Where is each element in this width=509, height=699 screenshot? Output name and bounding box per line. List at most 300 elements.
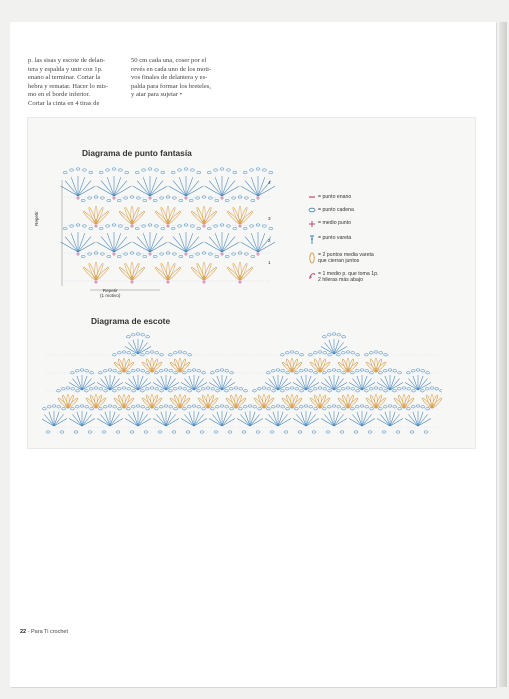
double-crochet-stitch xyxy=(385,376,390,390)
double-crochet-stitch xyxy=(222,177,229,196)
chain-stitch xyxy=(136,369,140,371)
double-crochet-stitch xyxy=(329,412,334,426)
chain-stitch xyxy=(393,406,397,408)
chain-stitch xyxy=(269,227,273,229)
chain-stitch xyxy=(169,370,173,372)
double-crochet-stitch xyxy=(385,412,390,426)
double-crochet-stitch xyxy=(390,376,395,390)
chain-stitch xyxy=(290,387,294,389)
chain-stitch xyxy=(300,354,304,356)
single-crochet-stitch xyxy=(94,280,98,284)
chain-stitch xyxy=(393,370,397,372)
chain-stitch xyxy=(112,354,116,356)
chain-stitch xyxy=(294,372,298,374)
double-crochet-stitch xyxy=(138,343,148,355)
chain-stitch xyxy=(118,225,122,227)
chain-stitch xyxy=(124,197,128,199)
chain-stitch xyxy=(127,352,131,354)
chain-stitch xyxy=(244,253,248,255)
chain-stitch xyxy=(135,171,139,173)
chain-stitch xyxy=(323,388,327,390)
chain-stitch xyxy=(346,387,350,389)
chain-stitch xyxy=(118,372,122,374)
chain-stitch xyxy=(70,372,74,374)
single-crochet-icon xyxy=(306,220,318,230)
double-crochet-stitch xyxy=(418,419,431,427)
chain-stitch xyxy=(107,255,111,257)
chain-stitch xyxy=(214,169,218,171)
chain-stitch xyxy=(131,334,135,336)
double-crochet-stitch xyxy=(128,379,138,391)
double-crochet-stitch xyxy=(166,379,176,391)
chain-stitch xyxy=(141,406,145,408)
chain-stitch xyxy=(183,352,187,354)
double-crochet-stitch xyxy=(306,415,316,427)
chain-stitch xyxy=(226,169,230,171)
chain-stitch xyxy=(178,387,182,389)
chain-stitch xyxy=(232,197,236,199)
chain-stitch xyxy=(351,352,355,354)
chain-stitch xyxy=(85,370,89,372)
double-crochet-stitch xyxy=(101,237,114,252)
single-crochet-stitch xyxy=(220,252,224,256)
chain-stitch xyxy=(42,408,46,410)
cluster-stitch xyxy=(257,395,265,409)
double-crochet-stitch xyxy=(222,233,229,252)
chain-stitch xyxy=(356,354,360,356)
chain-stitch xyxy=(89,227,93,229)
double-crochet-stitch xyxy=(240,415,250,427)
legend-text: = 1 medio p. que toma 1p. 2 hileras más abajo xyxy=(318,271,379,284)
chain-stitch xyxy=(99,227,103,229)
chain-stitch xyxy=(103,406,107,408)
single-crochet-stitch xyxy=(130,280,134,284)
double-crochet-stitch xyxy=(156,379,166,391)
double-crochet-stitch xyxy=(114,242,131,252)
double-crochet-stitch xyxy=(71,177,78,196)
chain-stitch xyxy=(299,406,303,408)
chain-stitch xyxy=(99,171,103,173)
double-crochet-stitch xyxy=(133,376,138,390)
double-crochet-stitch xyxy=(278,419,291,427)
double-crochet-stitch xyxy=(245,237,258,252)
double-crochet-stitch xyxy=(268,415,278,427)
chain-stitch xyxy=(342,336,346,338)
cluster-stitch xyxy=(145,359,153,373)
double-crochet-stitch xyxy=(413,412,418,426)
double-crochet-stitch xyxy=(194,379,204,391)
single-crochet-stitch xyxy=(184,196,188,200)
chain-stitch xyxy=(146,372,150,374)
chain-stitch xyxy=(160,253,164,255)
double-crochet-stitch xyxy=(186,237,199,252)
chain-stitch xyxy=(104,390,108,392)
chain-stitch xyxy=(286,408,290,410)
double-crochet-stitch xyxy=(362,419,375,427)
double-crochet-stitch xyxy=(138,419,151,427)
double-crochet-stitch xyxy=(97,186,114,196)
chain-stitch xyxy=(172,431,176,433)
long-single-crochet-icon xyxy=(306,271,318,283)
double-crochet-stitch xyxy=(334,340,339,354)
double-crochet-stitch xyxy=(82,379,92,391)
chain-stitch xyxy=(440,390,442,392)
chain-stitch xyxy=(369,388,373,390)
double-crochet-stitch xyxy=(362,376,367,390)
chain-stitch xyxy=(384,390,388,392)
double-crochet-stitch xyxy=(324,379,334,391)
chain-stitch xyxy=(252,390,256,392)
cluster-stitch xyxy=(341,395,349,409)
chain-stitch xyxy=(76,168,80,170)
double-crochet-stitch xyxy=(54,415,64,427)
double-crochet-stitch xyxy=(105,412,110,426)
chain-stitch xyxy=(328,390,332,392)
chain-stitch xyxy=(224,390,228,392)
legend-text: = punto cadena xyxy=(318,207,354,213)
chain-stitch xyxy=(262,387,266,389)
chain-stitch xyxy=(154,225,158,227)
chain-stitch xyxy=(225,199,229,201)
single-crochet-stitch xyxy=(76,196,80,200)
chain-stitch xyxy=(244,390,248,392)
double-crochet-stitch xyxy=(107,177,114,196)
legend-row xyxy=(306,235,416,247)
double-crochet-stitch xyxy=(217,412,222,426)
double-crochet-stitch xyxy=(329,376,334,390)
chain-stitch xyxy=(318,387,322,389)
chain-stitch xyxy=(250,225,254,227)
chain-stitch xyxy=(214,225,218,227)
double-crochet-stitch xyxy=(114,181,127,196)
chain-stitch xyxy=(388,369,392,371)
chain-stitch xyxy=(258,408,262,410)
chain-stitch xyxy=(392,390,396,392)
chain-stitch xyxy=(192,369,196,371)
chain-stitch xyxy=(136,253,140,255)
chain-stitch xyxy=(132,354,136,356)
double-crochet-stitch xyxy=(71,233,78,252)
chain-stitch xyxy=(160,354,164,356)
cluster-stitch xyxy=(179,359,187,373)
chain-stitch xyxy=(155,388,159,390)
double-crochet-stitch xyxy=(324,415,334,427)
double-crochet-stitch xyxy=(78,181,91,196)
double-crochet-stitch xyxy=(138,412,143,426)
cluster-stitch xyxy=(285,395,293,409)
row-number-1: 1 xyxy=(268,260,271,265)
chain-stitch xyxy=(398,408,402,410)
double-crochet-stitch xyxy=(250,412,255,426)
chain-stitch xyxy=(75,406,79,408)
chain-stitch xyxy=(406,408,410,410)
chain-stitch xyxy=(197,171,201,173)
single-crochet-stitch xyxy=(256,196,260,200)
chain-stitch xyxy=(150,387,154,389)
chain-stitch xyxy=(154,169,158,171)
chain-stitch xyxy=(62,408,66,410)
chain-stitch xyxy=(351,388,355,390)
double-crochet-stitch xyxy=(362,379,372,391)
double-crochet-stitch xyxy=(293,419,306,427)
double-crochet-stitch xyxy=(173,181,186,196)
chain-stitch xyxy=(286,372,290,374)
chain-stitch xyxy=(215,255,219,257)
chain-stitch xyxy=(132,390,136,392)
chain-stitch xyxy=(118,169,122,171)
double-crochet-stitch xyxy=(61,242,78,252)
chain-stitch xyxy=(266,408,270,410)
chain-stitch xyxy=(318,351,322,353)
chain-stitch xyxy=(47,406,51,408)
chain-stitch xyxy=(107,199,111,201)
chain-stitch xyxy=(52,405,56,407)
chain-stitch xyxy=(412,390,416,392)
double-crochet-stitch xyxy=(258,233,265,252)
chain-stitch xyxy=(360,405,364,407)
chain-stitch xyxy=(154,372,158,374)
chain-stitch xyxy=(332,333,336,335)
chain-stitch xyxy=(243,227,247,229)
chain-stitch xyxy=(356,390,360,392)
page-footer xyxy=(20,629,68,635)
chain-stitch xyxy=(225,406,229,408)
chain-stitch xyxy=(98,408,102,410)
double-crochet-stitch xyxy=(65,237,78,252)
chain-stitch xyxy=(174,372,178,374)
chain-stitch xyxy=(117,352,121,354)
chain-stitch xyxy=(126,336,130,338)
chain-stitch xyxy=(172,197,176,199)
stitch-legend xyxy=(306,194,416,289)
double-crochet-stitch xyxy=(209,181,222,196)
single-crochet-stitch xyxy=(238,224,242,228)
chain-stitch xyxy=(360,369,364,371)
chain-stitch xyxy=(322,372,326,374)
chain-stitch xyxy=(164,405,168,407)
chain-stitch xyxy=(424,431,428,433)
double-crochet-stitch xyxy=(184,379,194,391)
double-crochet-stitch xyxy=(150,186,167,196)
double-crochet-stitch xyxy=(217,376,222,390)
chain-stitch xyxy=(159,370,163,372)
dash-stitch-icon xyxy=(306,194,318,202)
chain-stitch xyxy=(271,370,275,372)
double-crochet-stitch xyxy=(301,412,306,426)
double-crochet-stitch xyxy=(128,343,138,355)
chain-stitch xyxy=(256,431,260,433)
double-crochet-stitch xyxy=(241,186,258,196)
cluster-stitch xyxy=(117,395,125,409)
chain-stitch xyxy=(336,354,340,356)
chain-stitch xyxy=(230,372,234,374)
diagram-escote xyxy=(42,326,442,441)
double-crochet-stitch xyxy=(390,415,400,427)
chain-stitch xyxy=(187,370,191,372)
chain-stitch xyxy=(271,406,275,408)
chain-stitch xyxy=(374,387,378,389)
double-crochet-stitch xyxy=(173,237,186,252)
chain-stitch xyxy=(416,405,420,407)
double-crochet-stitch xyxy=(194,419,207,427)
chain-stitch xyxy=(355,406,359,408)
double-crochet-stitch xyxy=(44,415,54,427)
double-crochet-stitch xyxy=(78,237,91,252)
footer-separator: - xyxy=(26,629,32,635)
chain-stitch xyxy=(322,336,326,338)
chain-stitch xyxy=(207,227,211,229)
chain-stitch xyxy=(145,352,149,354)
chain-stitch xyxy=(207,171,211,173)
chain-stitch xyxy=(82,169,86,171)
double-crochet-stitch xyxy=(205,186,222,196)
chain-stitch xyxy=(248,405,252,407)
chain-stitch xyxy=(61,388,65,390)
chain-stitch xyxy=(308,390,312,392)
page-fold-edge xyxy=(499,22,507,687)
double-crochet-stitch xyxy=(105,376,110,390)
chain-stitch xyxy=(383,406,387,408)
chain-stitch xyxy=(112,168,116,170)
double-crochet-stitch xyxy=(352,415,362,427)
chain-stitch xyxy=(276,369,280,371)
single-crochet-stitch xyxy=(94,224,98,228)
double-crochet-stitch xyxy=(179,233,186,252)
double-crochet-stitch xyxy=(251,233,258,252)
double-crochet-stitch xyxy=(278,415,288,427)
single-crochet-stitch xyxy=(166,224,170,228)
double-crochet-stitch xyxy=(54,412,59,426)
chain-stitch xyxy=(145,388,149,390)
single-crochet-stitch xyxy=(76,252,80,256)
chain-stitch xyxy=(350,408,354,410)
chain-stitch xyxy=(379,388,383,390)
double-crochet-stitch xyxy=(215,233,222,252)
cluster-stitch xyxy=(263,395,271,409)
chain-stitch xyxy=(369,352,373,354)
chain-stitch xyxy=(284,431,288,433)
chain-stitch xyxy=(280,354,284,356)
double-crochet-stitch xyxy=(194,412,199,426)
double-crochet-stitch xyxy=(222,237,235,252)
chain-stitch xyxy=(383,370,387,372)
chain-stitch xyxy=(251,199,255,201)
cluster-stitch xyxy=(313,395,321,409)
cluster-stitch xyxy=(151,395,159,409)
chain-stitch xyxy=(239,388,243,390)
chain-stitch xyxy=(426,408,430,410)
chain-stitch xyxy=(88,431,92,433)
chain-stitch xyxy=(183,388,187,390)
chain-stitch xyxy=(197,406,201,408)
double-crochet-stitch xyxy=(222,376,227,390)
double-crochet-stitch xyxy=(133,412,138,426)
chain-stitch xyxy=(313,388,317,390)
legend-row xyxy=(306,271,416,284)
chain-stitch xyxy=(173,352,177,354)
cluster-stitch xyxy=(151,359,159,373)
double-crochet-stitch xyxy=(258,177,265,196)
double-crochet-stitch xyxy=(137,181,150,196)
cluster-stitch xyxy=(347,359,355,373)
chain-stitch xyxy=(117,255,121,257)
chain-stitch xyxy=(313,352,317,354)
chain-stitch xyxy=(425,388,429,390)
double-crochet-stitch xyxy=(166,419,179,427)
chain-stitch xyxy=(188,390,192,392)
chain-stitch xyxy=(304,405,308,407)
chain-stitch xyxy=(314,408,318,410)
cluster-stitch xyxy=(431,395,439,409)
chain-stitch xyxy=(341,352,345,354)
chain-stitch xyxy=(188,354,192,356)
double-crochet-stitch xyxy=(150,181,163,196)
double-crochet-stitch xyxy=(380,379,390,391)
row-number-4: 4 xyxy=(268,180,271,185)
chain-stitch xyxy=(98,372,102,374)
double-crochet-stitch xyxy=(408,379,418,391)
chain-stitch xyxy=(210,408,214,410)
chain-stitch xyxy=(206,387,210,389)
single-crochet-stitch xyxy=(256,252,260,256)
chain-stitch xyxy=(112,390,116,392)
chain-stitch xyxy=(168,354,172,356)
diagram-title-escote: Diagrama de escote xyxy=(91,316,171,326)
chain-stitch xyxy=(100,197,104,199)
double-crochet-stitch xyxy=(418,379,428,391)
double-crochet-stitch xyxy=(184,415,194,427)
double-crochet-stitch xyxy=(78,186,95,196)
chain-stitch xyxy=(189,255,193,257)
publication-name: Para Ti crochet xyxy=(31,629,69,635)
double-crochet-stitch xyxy=(189,376,194,390)
chain-stitch xyxy=(402,387,406,389)
double-crochet-stitch xyxy=(390,419,403,427)
chain-stitch xyxy=(136,197,140,199)
double-crochet-stitch xyxy=(245,181,258,196)
chain-stitch xyxy=(168,390,172,392)
chain-stitch xyxy=(208,253,212,255)
cluster-stitch xyxy=(173,395,181,409)
chain-stitch xyxy=(430,387,434,389)
single-crochet-stitch xyxy=(166,280,170,284)
legend-row xyxy=(306,220,416,230)
chain-stitch xyxy=(280,390,284,392)
double-crochet-stitch xyxy=(334,376,339,390)
chain-stitch xyxy=(103,370,107,372)
single-crochet-stitch xyxy=(112,252,116,256)
double-crochet-stitch xyxy=(265,419,278,427)
chain-stitch xyxy=(63,227,67,229)
double-crochet-stitch xyxy=(334,379,344,391)
chain-stitch xyxy=(215,370,219,372)
chain-stitch xyxy=(322,408,326,410)
row-number-2: 2 xyxy=(268,238,271,243)
chain-stitch xyxy=(171,227,175,229)
chain-stitch xyxy=(179,255,183,257)
double-crochet-stitch xyxy=(273,376,278,390)
double-crochet-stitch xyxy=(306,376,311,390)
chain-stitch xyxy=(80,405,84,407)
chain-stitch xyxy=(161,171,165,173)
double-crochet-stitch xyxy=(156,415,166,427)
cluster-stitch xyxy=(123,359,131,373)
double-crochet-stitch xyxy=(222,181,235,196)
legend-text: = punto vareta xyxy=(318,235,352,241)
double-crochet-stitch xyxy=(222,415,232,427)
cluster-stitch xyxy=(313,359,321,373)
chain-stitch xyxy=(196,197,200,199)
